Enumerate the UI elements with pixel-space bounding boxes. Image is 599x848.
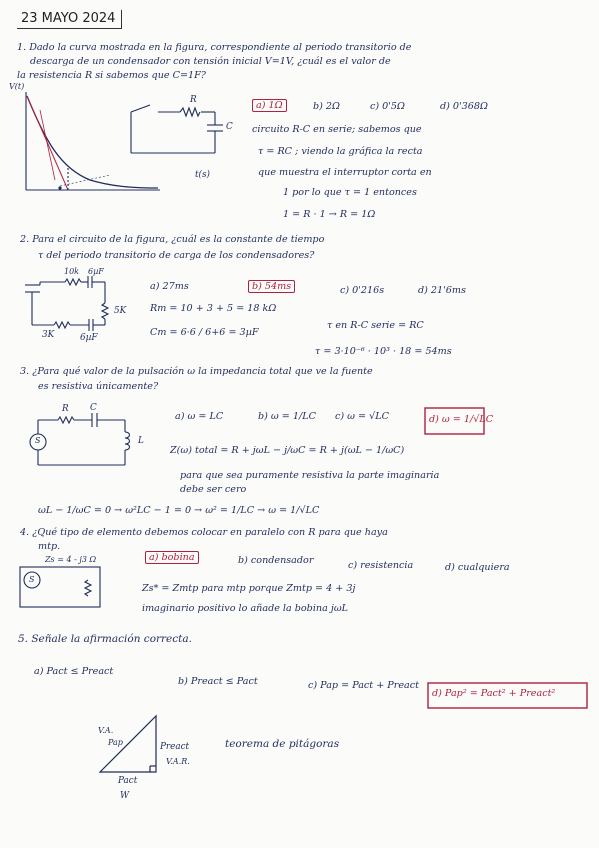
q2-circuit: [25, 276, 108, 331]
q4-source: S: [29, 575, 35, 584]
q3-equation: ωL − 1/ωC = 0 → ω²LC − 1 = 0 → ω² = 1/LC → ω = 1/√LC: [38, 505, 320, 516]
q4-option-d: d) cualquiera: [445, 562, 510, 573]
q1-option-d: d) 0'368Ω: [440, 101, 488, 112]
q2-option-b: b) 54ms: [248, 280, 295, 293]
q5-note: teorema de pitágoras: [225, 738, 340, 750]
q2-label-6uf-top: 6µF: [88, 267, 104, 276]
q3-circuit: [30, 413, 130, 465]
q2-tau-2: τ = 3·10⁻⁶ · 10³ · 18 = 54ms: [315, 346, 452, 357]
q1-option-b: b) 2Ω: [313, 101, 340, 112]
q2-rt: Rт = 10 + 3 + 5 = 18 kΩ: [150, 303, 277, 314]
q3-label-r: R: [62, 404, 69, 414]
q5-option-d: d) Pap² = Pact² + Preact²: [432, 688, 556, 699]
q1-line1: 1. Dado la curva mostrada en la figura, correspondiente al periodo transitorio de: [17, 42, 412, 53]
q4-option-a: a) bobina: [145, 551, 199, 564]
q5-option-a: a) Pact ≤ Preact: [34, 666, 114, 677]
q5-tri-preact: Preact: [160, 742, 190, 752]
q4-line1: 4. ¿Qué tipo de elemento debemos colocar en paralelo con R para que haya: [20, 527, 388, 538]
q1-sol-4: 1 por lo que τ = 1 entonces: [283, 187, 417, 198]
q4-line2: mtp.: [38, 541, 61, 552]
q5-option-b: b) Preact ≤ Pact: [178, 676, 258, 687]
q5-tri-pact: Pact: [118, 776, 138, 786]
q3-option-d: d) ω = 1/√LC: [429, 414, 494, 425]
q1-sol-5: 1 = R · 1 → R = 1Ω: [283, 209, 376, 220]
q1-label-r: R: [190, 95, 197, 105]
q1-graph-dot: [58, 186, 61, 189]
q4-option-c: c) resistencia: [348, 560, 414, 571]
q4-sol-2: imaginario positivo lo añade la bobina jωL: [142, 603, 349, 614]
q1-sol-1: circuito R-C en serie; sabemos que: [252, 124, 422, 135]
q1-line3: la resistencia R si sabemos que C=1F?: [17, 70, 206, 81]
q5-tri-w: W: [120, 791, 130, 801]
q3-label-l: L: [138, 436, 144, 446]
q2-option-a: a) 27ms: [150, 281, 189, 292]
q1-option-c: c) 0'5Ω: [370, 101, 405, 112]
q1-axis-v: V(t): [9, 82, 25, 91]
q2-line1: 2. Para el circuito de la figura, ¿cuál es la constante de tiempo: [20, 234, 325, 245]
q3-line2: es resistiva únicamente?: [38, 381, 159, 392]
q1-line2: descarga de un condensador con tensión inicial V=1V, ¿cuál es el valor de: [30, 56, 391, 67]
q2-label-6uf-bot: 6µF: [80, 333, 98, 343]
q1-label-c: C: [226, 122, 233, 132]
q4-sol-1: Zs* = Zmtp para mtp porque Zmtp = 4 + 3j: [142, 583, 356, 594]
q1-circuit: [131, 105, 223, 153]
q1-graph: [26, 92, 160, 190]
q2-label-5k: 5K: [114, 306, 127, 316]
q1-sol-2: τ = RC ; viendo la gráfica la recta: [258, 146, 423, 157]
date-header: 23 MAYO 2024: [17, 10, 122, 29]
q2-option-c: c) 0'216s: [340, 285, 385, 296]
q5-tri-va: V.A.: [98, 726, 114, 735]
q3-option-a: a) ω = LC: [175, 411, 224, 422]
q2-tau-1: τ en R-C serie = RC: [327, 320, 424, 331]
q2-ct: Cт = 6·6 / 6+6 = 3µF: [150, 327, 259, 338]
q4-circuit: [20, 567, 100, 607]
q5-tri-var: V.A.R.: [166, 757, 190, 766]
q5-tri-pap: Pap: [108, 738, 123, 747]
q5-line1: 5. Señale la afirmación correcta.: [18, 633, 192, 645]
q2-label-3k: 3K: [42, 330, 55, 340]
q1-option-a: a) 1Ω: [252, 99, 287, 112]
q2-line2: τ del periodo transitorio de carga de los condensadores?: [38, 250, 315, 261]
q3-line1: 3. ¿Para qué valor de la pulsación ω la impedancia total que ve la fuente: [20, 366, 373, 377]
q4-zs: Zs = 4 - j3 Ω: [45, 555, 97, 564]
q2-option-d: d) 21'6ms: [418, 285, 466, 296]
q3-option-b: b) ω = 1/LC: [258, 411, 316, 422]
q3-impedance: Z(ω) total = R + jωL − j/ωC = R + j(ωL − 1/ωC): [170, 445, 405, 456]
q5-option-c: c) Pap = Pact + Preact: [308, 680, 419, 691]
q2-label-10k: 10k: [64, 267, 80, 276]
q3-note-1: para que sea puramente resistiva la parte imaginaria: [180, 470, 440, 481]
q3-label-c: C: [90, 403, 97, 413]
q3-option-c: c) ω = √LC: [335, 411, 389, 422]
q3-source: S: [35, 436, 41, 445]
q1-axis-t: t(s): [195, 170, 210, 180]
q3-note-2: debe ser cero: [180, 484, 247, 495]
q4-option-b: b) condensador: [238, 555, 314, 566]
q1-sol-3: que muestra el interruptor corta en: [258, 167, 432, 178]
